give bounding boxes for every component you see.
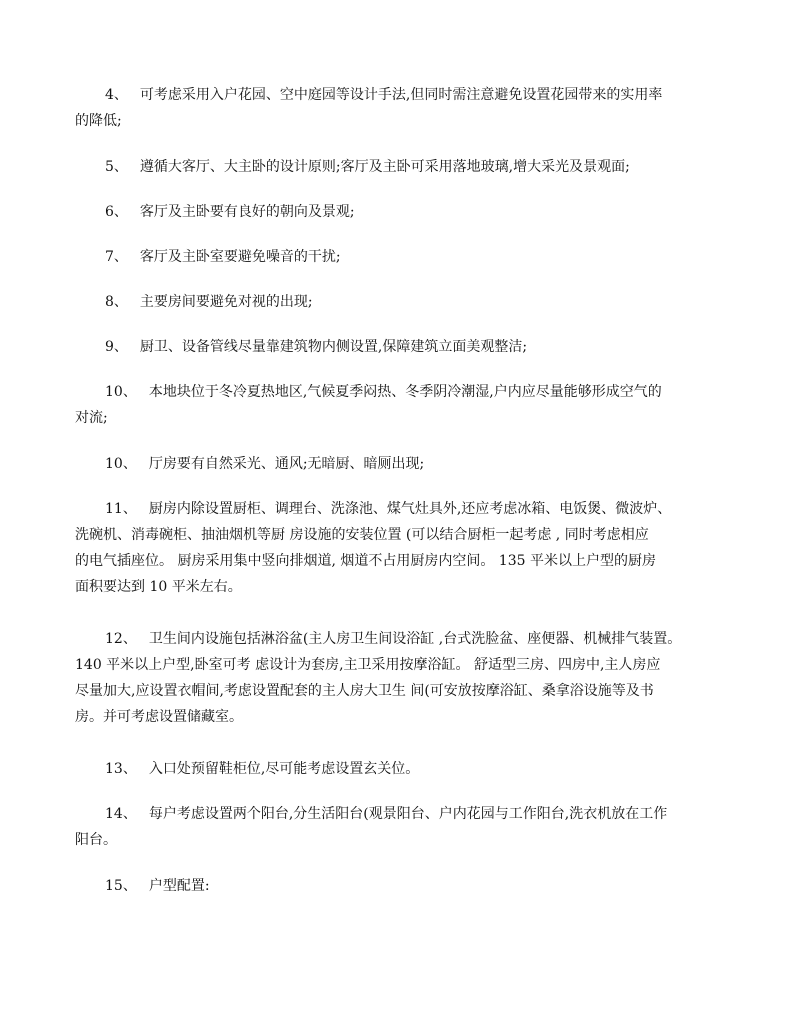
- paragraph-line: [75, 626, 725, 652]
- item-text: 厨房内除设置厨柜、调理台、洗涤池、煤气灶具外,还应考虑冰箱、电饭煲、微波炉、: [148, 501, 672, 517]
- paragraph-continuation: 面积要达到 10 平米左右。: [75, 579, 242, 595]
- paragraph-continuation: 阳台。: [75, 832, 117, 848]
- paragraph-line: [75, 379, 725, 405]
- item-number: 7、: [105, 249, 128, 265]
- paragraph-line: [75, 244, 725, 270]
- paragraph-item-12: [75, 626, 725, 730]
- item-number: 14、: [105, 806, 137, 822]
- paragraph-continuation: 房。并可考虑设置储藏室。: [75, 709, 243, 725]
- paragraph-item-13: [75, 756, 725, 782]
- item-text: 客厅及主卧要有良好的朝向及景观;: [139, 204, 355, 220]
- paragraph-line: [75, 289, 725, 315]
- paragraph-item-14: [75, 801, 725, 853]
- item-text: 厅房要有自然采光、通风;无暗厨、暗厕出现;: [148, 456, 425, 472]
- item-number: 13、: [105, 761, 137, 777]
- item-text: 可考虑采用入户花园、空中庭园等设计手法,但同时需注意避免设置花园带来的实用率: [139, 87, 663, 103]
- paragraph-item-8: [75, 289, 725, 315]
- paragraph-item-11: [75, 496, 725, 600]
- paragraph-item-9: [75, 334, 725, 360]
- paragraph-continuation: 对流;: [75, 410, 108, 426]
- item-number: 9、: [105, 339, 128, 355]
- paragraph-line: [75, 154, 725, 180]
- paragraph-item-15: [75, 873, 725, 899]
- paragraph-continuation: 的降低;: [75, 113, 122, 129]
- item-number: 4、: [105, 87, 128, 103]
- paragraph-continuation: 140 平米以上户型,卧室可考 虑设计为套房,主卫采用按摩浴缸。 舒适型三房、四房中,主人房应: [75, 657, 661, 673]
- item-number: 10、: [105, 456, 137, 472]
- item-number: 6、: [105, 204, 128, 220]
- item-text: 遵循大客厅、大主卧的设计原则;客厅及主卧可采用落地玻璃,增大采光及景观面;: [139, 159, 630, 175]
- paragraph-item-5: [75, 154, 725, 180]
- item-text: 入口处预留鞋柜位,尽可能考虑设置玄关位。: [148, 761, 420, 777]
- item-number: 8、: [105, 294, 128, 310]
- paragraph-item-10b: [75, 451, 725, 477]
- paragraph-item-6: [75, 199, 725, 225]
- paragraph-line: [75, 82, 725, 108]
- paragraph-continuation: 的电气插座位。 厨房采用集中竖向排烟道, 烟道不占用厨房内空间。 135 平米以上户型的厨房: [75, 553, 656, 569]
- paragraph-item-4: [75, 82, 725, 134]
- item-number: 11、: [105, 501, 137, 517]
- paragraph-continuation: 尽量加大,应设置衣帽间,考虑设置配套的主人房大卫生 间(可安放按摩浴缸、桑拿浴设施等及书: [75, 683, 654, 699]
- paragraph-line: [75, 873, 725, 899]
- item-text: 每户考虑设置两个阳台,分生活阳台(观景阳台、户内花园与工作阳台,洗衣机放在工作: [148, 806, 668, 822]
- item-number: 10、: [105, 384, 137, 400]
- paragraph-line: [75, 801, 725, 827]
- item-text: 厨卫、设备管线尽量靠建筑物内侧设置,保障建筑立面美观整洁;: [139, 339, 528, 355]
- paragraph-item-7: [75, 244, 725, 270]
- paragraph-line: [75, 199, 725, 225]
- paragraph-item-10a: [75, 379, 725, 431]
- item-number: 15、: [105, 878, 137, 894]
- paragraph-line: [75, 334, 725, 360]
- item-text: 主要房间要避免对视的出现;: [139, 294, 313, 310]
- item-text: 客厅及主卧室要避免噪音的干扰;: [139, 249, 341, 265]
- item-number: 12、: [105, 631, 137, 647]
- paragraph-line: [75, 496, 725, 522]
- item-text: 卫生间内设施包括淋浴盆(主人房卫生间设浴缸 ,台式洗脸盆、座便器、机械排气装置。: [148, 631, 682, 647]
- item-number: 5、: [105, 159, 128, 175]
- item-text: 本地块位于冬冷夏热地区,气候夏季闷热、冬季阴冷潮湿,户内应尽量能够形成空气的: [148, 384, 662, 400]
- item-text: 户型配置:: [148, 878, 210, 894]
- paragraph-line: [75, 756, 725, 782]
- paragraph-continuation: 洗碗机、消毒碗柜、抽油烟机等厨 房设施的安装位置 (可以结合厨柜一起考虑 , 同时考虑相应: [75, 527, 649, 543]
- paragraph-line: [75, 451, 725, 477]
